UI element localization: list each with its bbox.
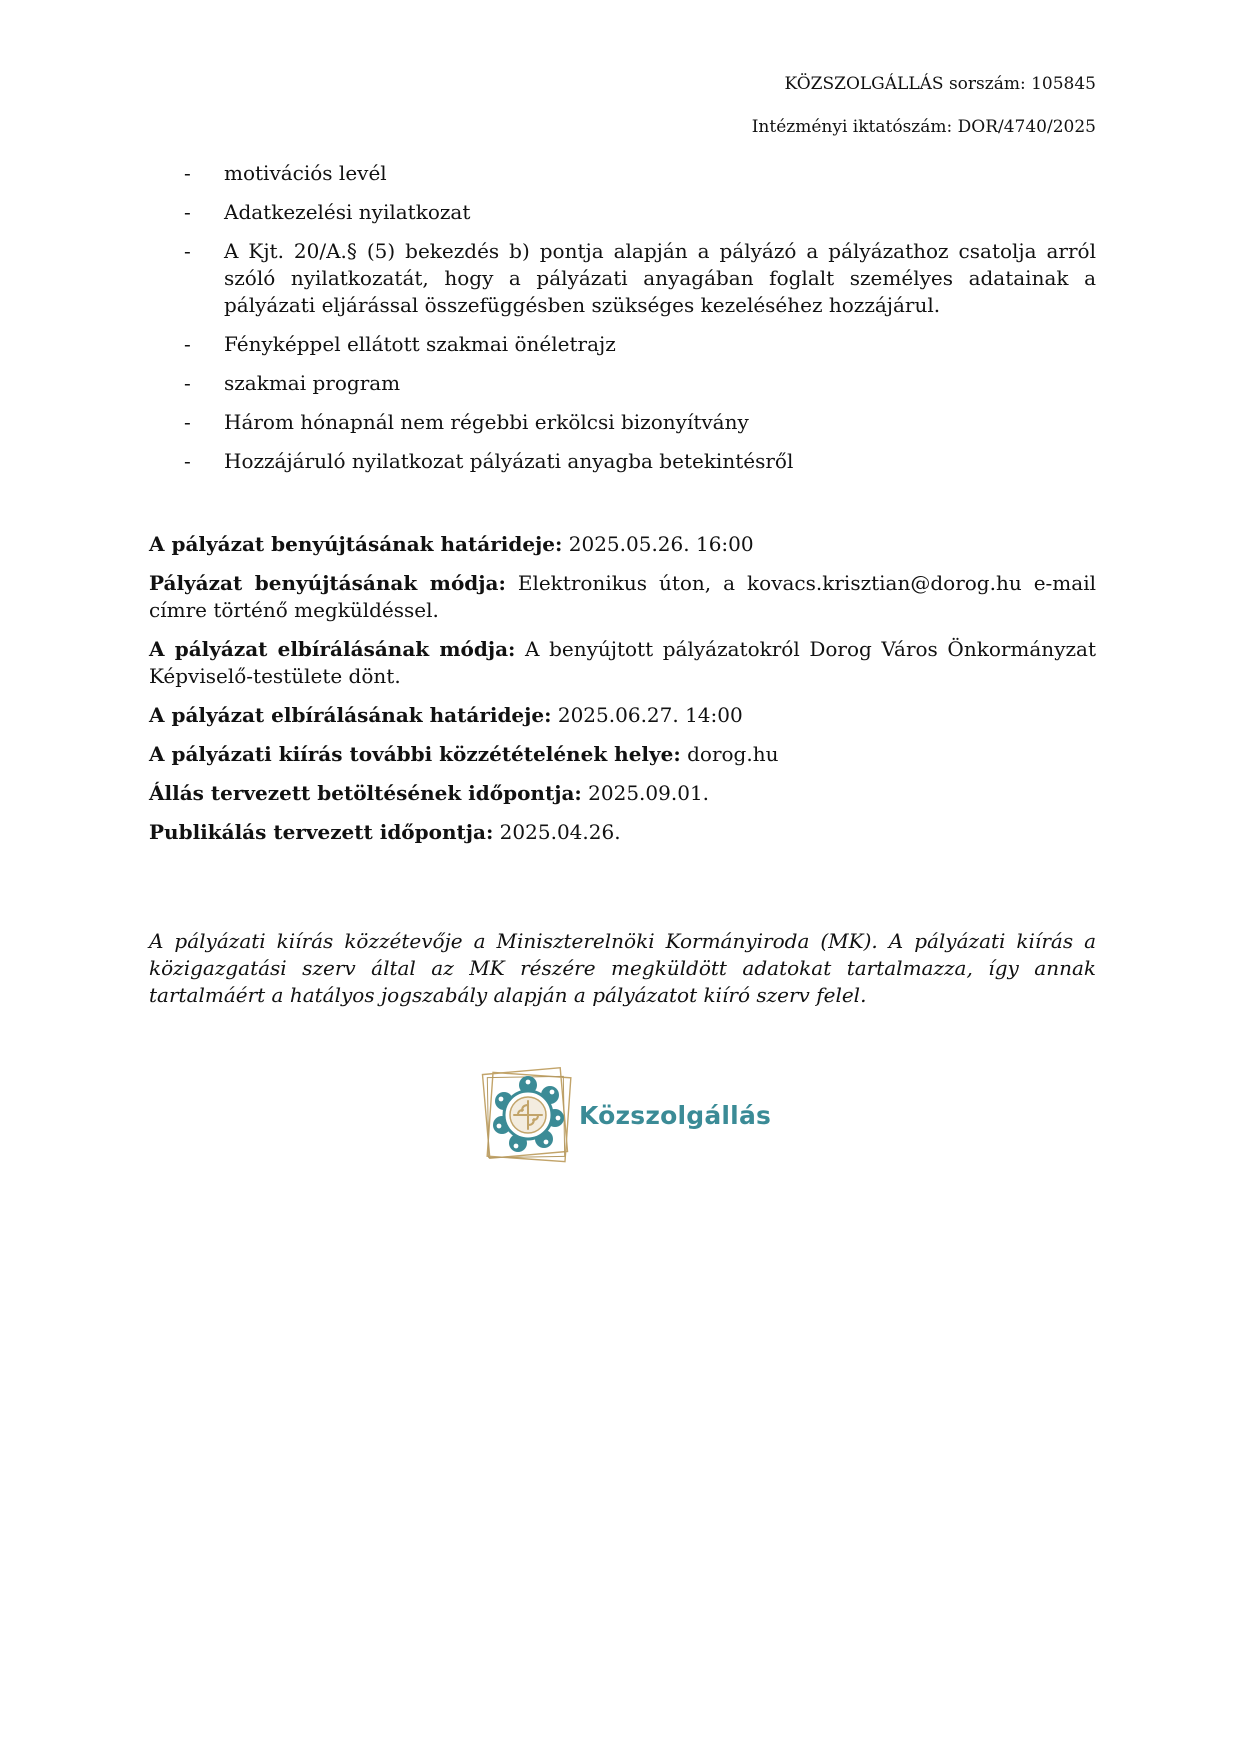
bullet-dash: - xyxy=(184,410,191,434)
detail-value: A benyújtott pályázatokról Dorog Város Önkormányzat Képviselő-testülete dönt. xyxy=(149,637,1096,688)
detail-publication-place xyxy=(149,741,1096,768)
bullet-dash: - xyxy=(184,371,191,395)
list-item xyxy=(184,331,1096,358)
detail-label: A pályázati kiírás további közzétételének helye: xyxy=(149,742,681,766)
bullet-dash: - xyxy=(184,200,191,224)
logo-wordmark: Közszolgállás xyxy=(579,1101,772,1130)
detail-submission-deadline xyxy=(149,531,1096,558)
detail-value: dorog.hu xyxy=(680,742,779,766)
list-item xyxy=(184,409,1096,436)
list-item-text: Adatkezelési nyilatkozat xyxy=(224,200,471,224)
detail-value: 2025.04.26. xyxy=(493,820,621,844)
detail-label: Állás tervezett betöltésének időpontja: xyxy=(149,781,582,805)
detail-value: Elektronikus úton, a kovacs.krisztian@dorog.hu e-mail címre történő megküldéssel. xyxy=(149,571,1096,622)
list-item-text: szakmai program xyxy=(224,371,401,395)
list-item xyxy=(184,160,1096,187)
list-item-text: Három hónapnál nem régebbi erkölcsi bizonyítvány xyxy=(224,410,749,434)
application-details xyxy=(149,531,1096,858)
header-serial-number: KÖZSZOLGÁLLÁS sorszám: 105845 xyxy=(784,74,1096,94)
required-documents-list xyxy=(184,160,1096,487)
header-registry-number: Intézményi iktatószám: DOR/4740/2025 xyxy=(751,117,1096,137)
bullet-dash: - xyxy=(184,332,191,356)
bullet-dash: - xyxy=(184,239,191,263)
bullet-dash: - xyxy=(184,161,191,185)
detail-value: 2025.05.26. 16:00 xyxy=(562,532,754,556)
detail-start-date xyxy=(149,780,1096,807)
detail-value: 2025.09.01. xyxy=(581,781,710,805)
bullet-dash: - xyxy=(184,449,191,473)
detail-publishing-date xyxy=(149,819,1096,846)
detail-label: A pályázat elbírálásának módja: xyxy=(149,637,516,661)
kozszolgallas-logo xyxy=(478,1063,778,1173)
detail-evaluation-deadline xyxy=(149,702,1096,729)
list-item xyxy=(184,238,1096,319)
detail-label: Publikálás tervezett időpontja: xyxy=(149,820,494,844)
detail-label: A pályázat benyújtásának határideje: xyxy=(149,532,563,556)
list-item xyxy=(184,199,1096,226)
detail-submission-method xyxy=(149,570,1096,624)
detail-value: 2025.06.27. 14:00 xyxy=(551,703,743,727)
list-item xyxy=(184,370,1096,397)
list-item-text: Fényképpel ellátott szakmai önéletrajz xyxy=(224,332,616,356)
detail-evaluation-method xyxy=(149,636,1096,690)
detail-label: A pályázat elbírálásának határideje: xyxy=(149,703,552,727)
list-item-text: Hozzájáruló nyilatkozat pályázati anyagba betekintésről xyxy=(224,449,794,473)
legal-disclaimer: A pályázati kiírás közzétevője a Miniszterelnöki Kormányiroda (MK). A pályázati kiírás a közigazgatási szerv által az MK részére megküldött adatokat tartalmazza, így annak tartalmáért a hatályos jogszabály alapján a pályázatot kiíró szerv felel. xyxy=(149,929,1096,1007)
kozszolgallas-emblem-icon xyxy=(478,1063,578,1173)
list-item-text: motivációs levél xyxy=(224,161,387,185)
detail-label: Pályázat benyújtásának módja: xyxy=(149,571,506,595)
list-item xyxy=(184,448,1096,475)
list-item-text: A Kjt. 20/A.§ (5) bekezdés b) pontja alapján a pályázó a pályázathoz csatolja arról szóló nyilatkozatát, hogy a pályázati anyagában foglalt személyes adatainak a pályázati eljárással összefüggésben szükséges kezeléséhez hozzájárul. xyxy=(224,239,1096,317)
